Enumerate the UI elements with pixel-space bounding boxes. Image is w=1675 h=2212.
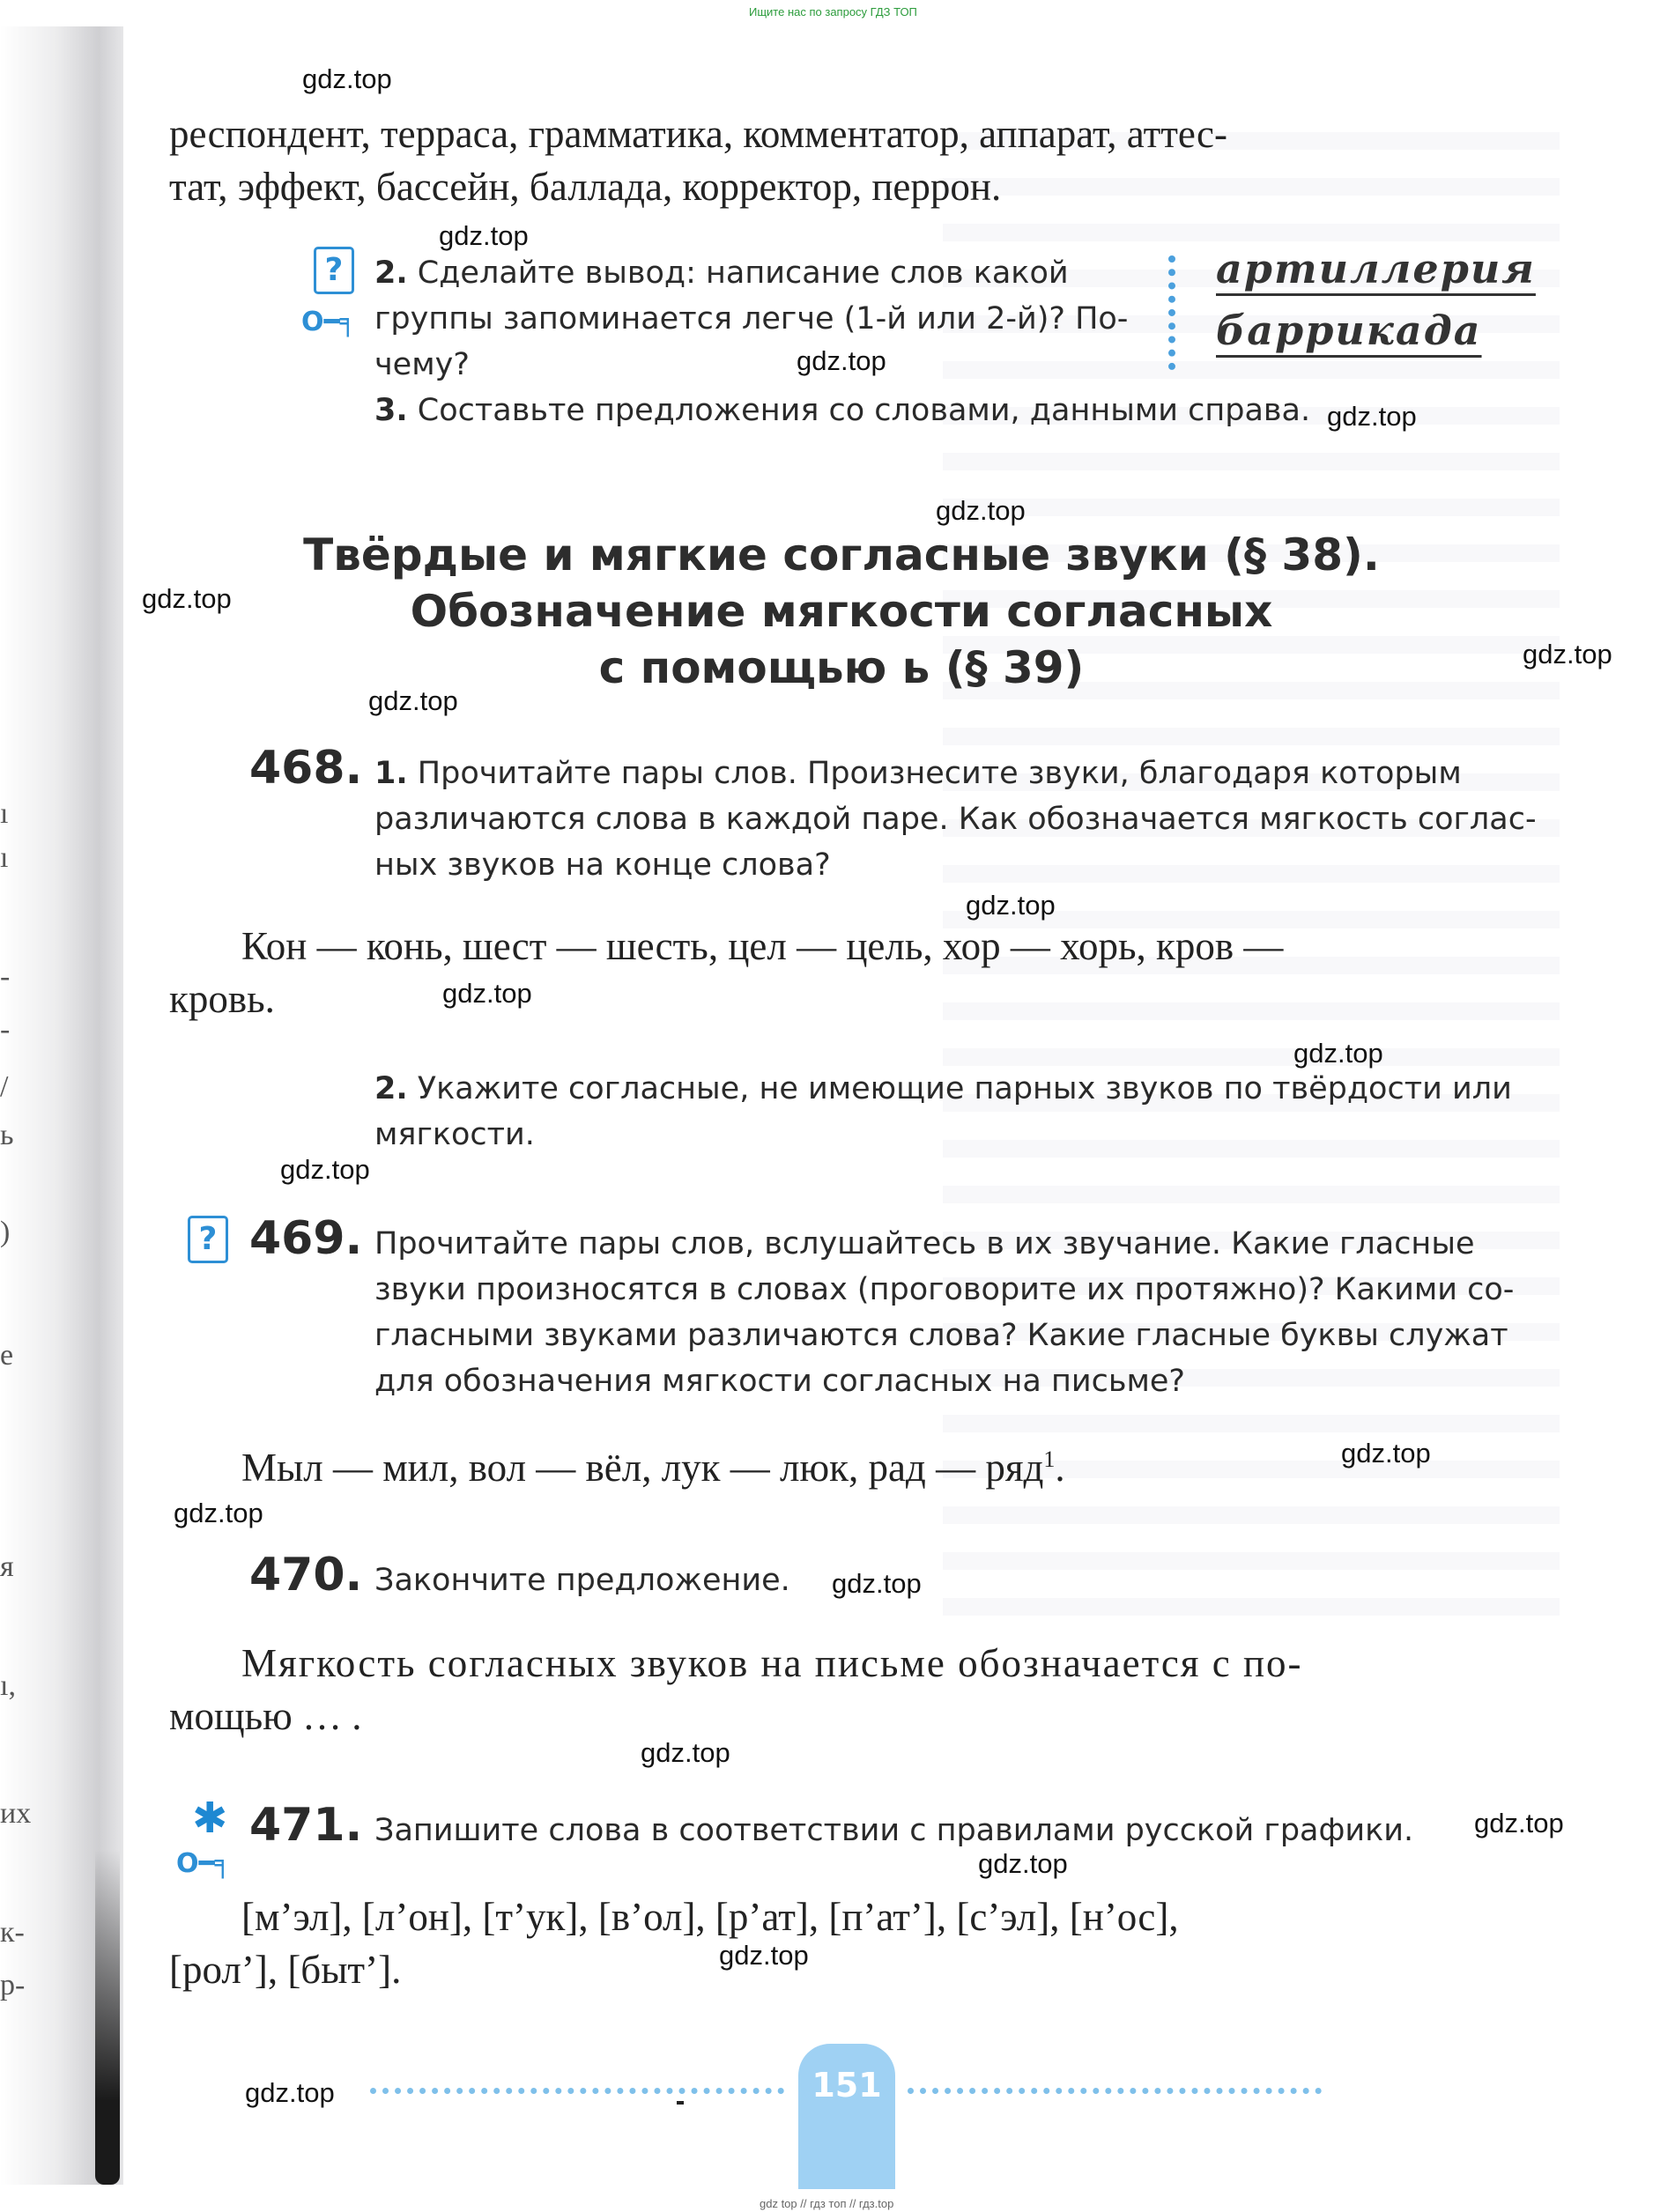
task-number: 1. [374, 756, 408, 791]
margin-fragment: е [0, 1339, 14, 1372]
ex468-task-2-line-1 [374, 1066, 1538, 1112]
dictionary-word-artilleriya: артиллерия [1216, 245, 1536, 292]
ex470-text: Закончите предложение. [374, 1563, 790, 1598]
task-text: Укажите согласные, не имеющие парных звуков по твёрдости или [417, 1071, 1512, 1106]
footer-dots-left [370, 2088, 784, 2094]
exercise-number-469: 469. [249, 1212, 363, 1265]
exercise-number-471: 471. [249, 1799, 363, 1852]
section-heading-line-2: Обозначение мягкости согласных [410, 586, 1273, 637]
watermark: gdz.top [439, 220, 529, 251]
watermark: gdz.top [280, 1154, 370, 1185]
watermark: gdz.top [174, 1498, 263, 1528]
ex469-line-2: звуки произносятся в словах (проговорите их протяжно)? Какими со- [374, 1272, 1515, 1307]
margin-fragment: - [0, 1013, 11, 1046]
watermark: gdz.top [1293, 1038, 1383, 1069]
section-heading-line-1: Твёрдые и мягкие согласные звуки (§ 38). [303, 529, 1380, 581]
ex468-task-1-line-2: различаются слова в каждой паре. Как обозначается мягкость соглас- [374, 802, 1537, 837]
task-text: Прочитайте пары слов. Произнесите звуки, благодаря которым [417, 756, 1462, 791]
task-text: Сделайте вывод: написание слов какой [417, 255, 1069, 291]
watermark: gdz.top [966, 890, 1056, 921]
sidebar-divider [1168, 255, 1175, 370]
ex468-task-1-line-3: ных звуков на конце слова? [374, 847, 831, 883]
ex469-words [241, 1441, 1065, 1494]
question-icon: ? [314, 247, 354, 294]
intro-line-1: респондент, терраса, грамматика, комментатор, аппарат, аттес- [169, 112, 1227, 156]
margin-fragment: их [0, 1797, 32, 1830]
question-icon: ? [188, 1216, 228, 1263]
ex469-line-1: Прочитайте пары слов, вслушайтесь в их звучание. Какие гласные [374, 1226, 1475, 1261]
margin-fragment: ь [0, 1119, 14, 1151]
exercise-number-470: 470. [249, 1549, 363, 1602]
word-pairs: Мыл — мил, вол — вёл, лук — люк, рад — ряд [241, 1446, 1044, 1490]
task-2-line-1 [374, 250, 1132, 296]
footer-mark [677, 2101, 684, 2105]
watermark: gdz.top [1474, 1808, 1564, 1838]
margin-fragment: к- [0, 1916, 25, 1949]
margin-fragment: ı, [0, 1669, 16, 1702]
ex471-words-line-1: [м’эл], [л’он], [т’ук], [в’ол], [р’ат], [п’ат’], [с’эл], [н’ос], [241, 1895, 1179, 1939]
task-number: 2. [374, 1071, 408, 1106]
footer-dots-right [908, 2088, 1322, 2094]
watermark: gdz.top [797, 345, 886, 376]
margin-fragment: / [0, 1070, 9, 1103]
margin-fragment: я [0, 1550, 14, 1583]
dictionary-word-barrikada: баррикада [1216, 307, 1482, 354]
watermark: gdz.top [1523, 639, 1612, 670]
watermark: gdz.top [442, 978, 532, 1009]
ex471-words-line-2: [рол’], [быт’]. [169, 1948, 402, 1992]
ex470-sentence-line-1: Мягкость согласных звуков на письме обозначается с по- [241, 1641, 1303, 1685]
watermark: gdz.top [368, 685, 458, 716]
watermark: gdz.top [302, 63, 392, 94]
section-heading-line-3: с помощью ь (§ 39) [598, 642, 1085, 693]
top-note: Ищите нас по запросу ГДЗ ТОП [749, 5, 917, 18]
watermark: gdz.top [832, 1568, 922, 1599]
watermark: gdz.top [1341, 1438, 1431, 1469]
task-3 [374, 388, 1311, 433]
watermark: gdz.top [978, 1848, 1068, 1879]
ex468-task-2-line-2: мягкости. [374, 1117, 535, 1152]
footnote-mark: 1 [1043, 1446, 1056, 1472]
page-number: 151 [812, 2066, 882, 2105]
intro-line-2: тат, эффект, бассейн, баллада, корректор, перрон. [169, 165, 1002, 209]
task-2-line-2: группы запоминается легче (1-й или 2-й)? По- [374, 301, 1129, 337]
watermark: gdz.top [641, 1737, 730, 1768]
ex468-words-line-1: Кон — конь, шест — шесть, цел — цель, хор — хорь, кров — [241, 924, 1284, 968]
margin-fragment: ) [0, 1216, 11, 1248]
task-text: Составьте предложения со словами, данными справа. [417, 393, 1311, 428]
key-icon: О━╕ [301, 307, 356, 337]
margin-fragment: ı [0, 797, 9, 830]
asterisk-icon: ✱ [192, 1794, 228, 1843]
key-icon: О━╕ [176, 1848, 231, 1879]
ex470-sentence-line-2: мощью … . [169, 1694, 362, 1738]
task-2-line-3: чему? [374, 347, 470, 382]
watermark: gdz.top [719, 1940, 809, 1971]
margin-fragment: р- [0, 1969, 26, 2001]
ex469-line-4: для обозначения мягкости согласных на письме? [374, 1364, 1185, 1399]
watermark: gdz.top [245, 2077, 335, 2108]
page-edge-shadow [95, 1850, 120, 2185]
exercise-number-468: 468. [249, 742, 363, 795]
sentence-end: . [1055, 1446, 1065, 1490]
watermark: gdz.top [142, 583, 232, 614]
ex469-line-3: гласными звуками различаются слова? Какие гласные буквы служат [374, 1318, 1508, 1353]
task-number: 2. [374, 255, 408, 291]
ex471-text: Запишите слова в соответствии с правилами русской графики. [374, 1813, 1414, 1848]
bottom-note: gdz top // гдз топ // гдз.top [760, 2197, 894, 2210]
margin-fragment: - [0, 960, 11, 993]
task-number: 3. [374, 393, 408, 428]
margin-fragment: ı [0, 841, 9, 874]
watermark: gdz.top [1327, 401, 1417, 432]
watermark: gdz.top [936, 495, 1026, 526]
ex468-words-line-2: кровь. [169, 977, 275, 1021]
ex468-task-1-line-1 [374, 751, 1538, 796]
